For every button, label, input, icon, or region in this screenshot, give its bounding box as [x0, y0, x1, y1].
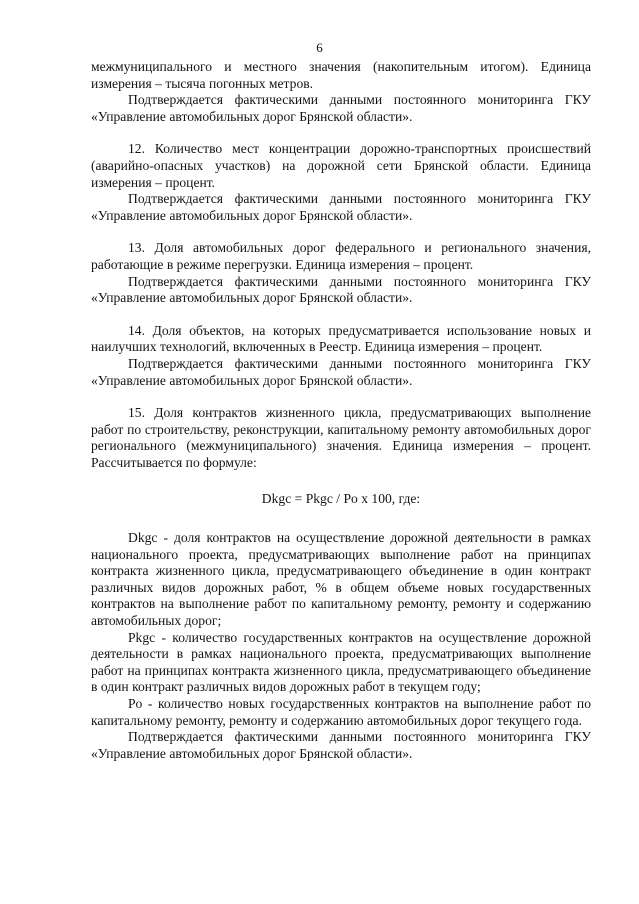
paragraph-definition-po: Po - количество новых государственных контрактов на выполнение работ по капитальному ремонту, ремонту и содержанию автомобильных дорог текущего года. — [91, 696, 591, 728]
paragraph-item-14: 14. Доля объектов, на которых предусматривается использование новых и наилучших технологий, включенных в Реестр. Единица измерения – процент. — [91, 322, 591, 355]
paragraph-confirmation-12: Подтверждается фактическими данными постоянного мониторинга ГКУ «Управление автомобильных дорог Брянской области». — [91, 191, 591, 223]
spacer — [91, 224, 591, 240]
paragraph-definition-dkgc: Dkgc - доля контрактов на осуществление дорожной деятельности в рамках национального проекта, предусматривающих выполнение работ на принципах контракта жизненного цикла, предусматривающего объединение в один контракт различных видов дорожных работ, % в общем объеме новых государственных контрактов на выполнение работ по капитальному ремонту, ремонту и содержанию автомобильных дорог; — [91, 530, 591, 629]
formula: Dkgc = Pkgc / Po x 100, где: — [261, 491, 421, 507]
document-body — [91, 59, 591, 762]
spacer — [91, 389, 591, 405]
spacer — [91, 125, 591, 141]
paragraph-confirmation-13: Подтверждается фактическими данными постоянного мониторинга ГКУ «Управление автомобильных дорог Брянской области». — [91, 273, 591, 306]
paragraph-confirmation-14: Подтверждается фактическими данными постоянного мониторинга ГКУ «Управление автомобильных дорог Брянской области». — [91, 355, 591, 388]
paragraph-item-13: 13. Доля автомобильных дорог федерального и регионального значения, работающие в режиме перегрузки. Единица измерения – процент. — [91, 240, 591, 272]
paragraph-definition-pkgc: Pkgc - количество государственных контрактов на осуществление дорожной деятельности в рамках национального проекта, предусматривающих выполнение работ на принципах контракта жизненного цикла, предусматривающего объединение в один контракт различных видов дорожных работ в текущем году; — [91, 629, 591, 695]
spacer — [91, 307, 591, 323]
paragraph-confirmation-11: Подтверждается фактическими данными постоянного мониторинга ГКУ «Управление автомобильных дорог Брянской области». — [91, 92, 591, 124]
paragraph-item-15: 15. Доля контрактов жизненного цикла, предусматривающих выполнение работ по строительству, реконструкции, капитальному ремонту автомобильных дорог регионального (межмуниципального) значения. Единица измерения – процент. Рассчитывается по формуле: — [91, 405, 591, 470]
page-number: 6 — [316, 40, 323, 55]
paragraph-item-12: 12. Количество мест концентрации дорожно-транспортных происшествий (аварийно-опасных участков) на дорожной сети Брянской области. Единица измерения – процент. — [91, 141, 591, 190]
paragraph-continuation: межмуниципального и местного значения (накопительным итогом). Единица измерения – тысяча погонных метров. — [91, 59, 591, 91]
paragraph-confirmation-15: Подтверждается фактическими данными постоянного мониторинга ГКУ «Управление автомобильных дорог Брянской области». — [91, 729, 591, 761]
